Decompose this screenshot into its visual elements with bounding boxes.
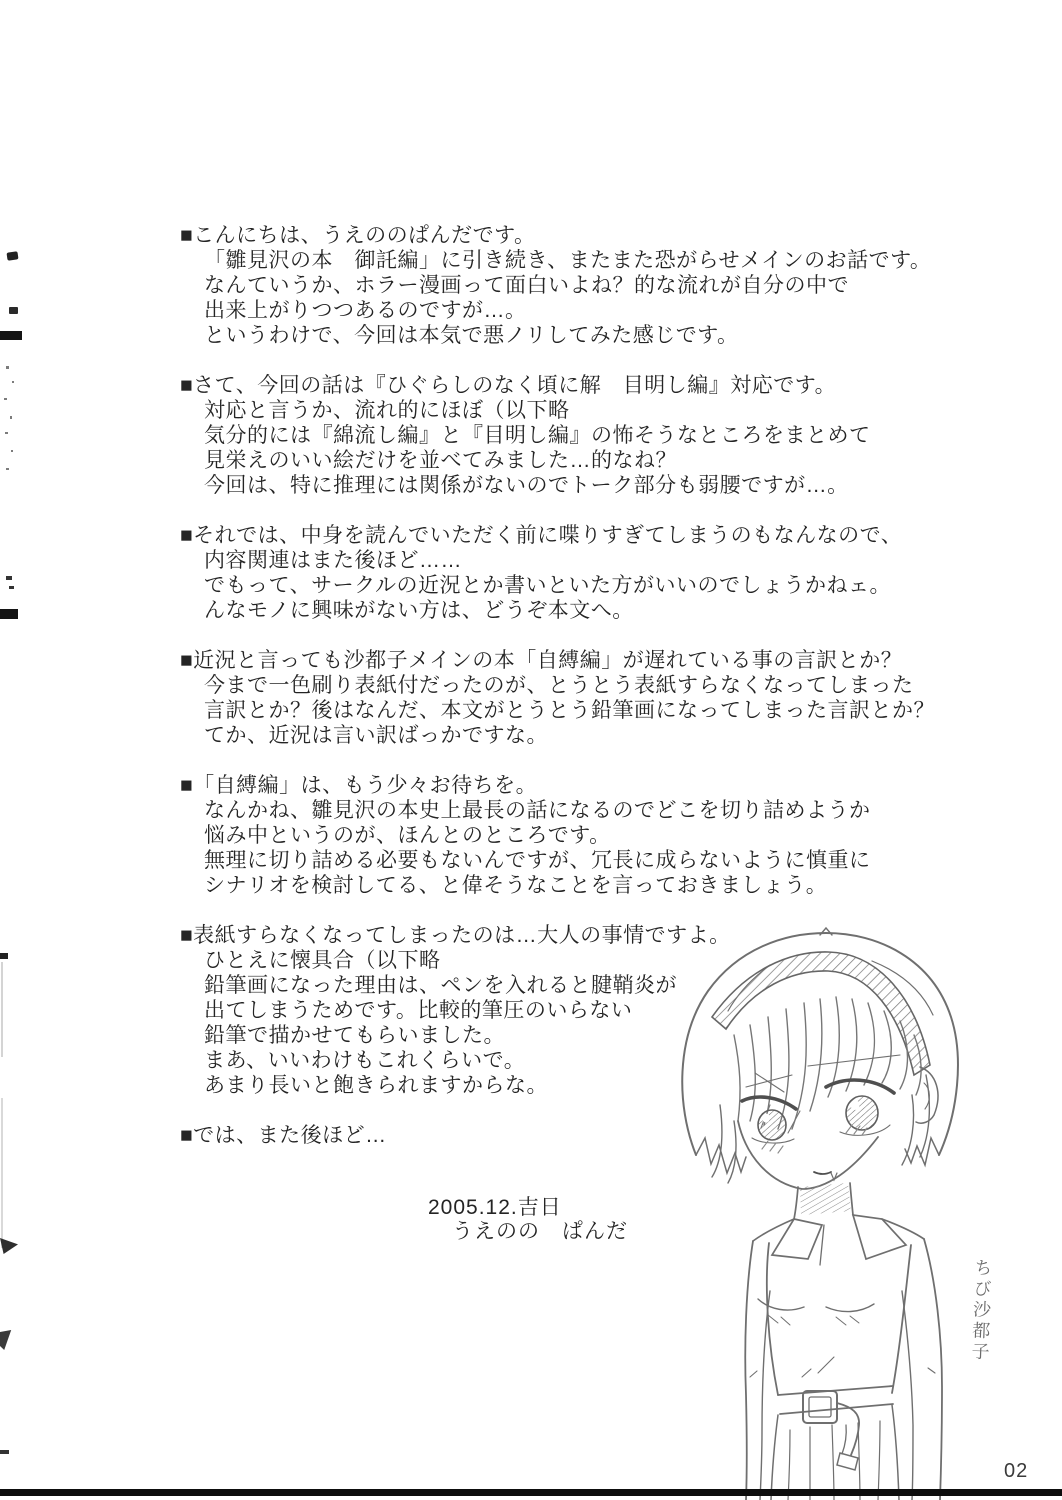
scan-artifact — [0, 953, 8, 959]
page-number: 02 — [1004, 1460, 1029, 1482]
text-line: 「雛見沢の本 御託編」に引き続き、またまた恐がらせメインのお話です。 — [204, 249, 932, 272]
text-line: 今回は、特に推理には関係がないのでトーク部分も弱腰ですが…。 — [204, 474, 849, 497]
text-line: 無理に切り詰める必要もないんですが、冗長に成らないように慎重に — [204, 849, 871, 872]
scan-artifact — [5, 432, 8, 434]
sketch-neck-collar — [753, 1183, 924, 1265]
scan-artifact — [0, 1238, 18, 1254]
text-line: 言訳とか？後はなんだ、本文がとうとう鉛筆画になってしまった言訳とか？ — [204, 699, 935, 722]
page-bottom-edge — [0, 1489, 1062, 1496]
text-line: ■こんにちは、うえののぱんだです。 — [180, 224, 536, 247]
text-line: ■「自縛編」は、もう少々お待ちを。 — [180, 774, 538, 797]
scan-artifact — [1, 962, 3, 1057]
scan-artifact — [11, 450, 13, 452]
text-line: んなモノに興味がない方は、どうぞ本文へ。 — [204, 599, 634, 622]
text-line: シナリオを検討してる、と偉そうなことを言っておきましょう。 — [204, 874, 828, 897]
scan-artifact — [0, 609, 18, 619]
text-line: 今まで一色刷り表紙付だったのが、とうとう表紙すらなくなってしまった — [204, 674, 914, 697]
text-line: 出てしまうためです。比較的筆圧のいらない — [204, 999, 633, 1022]
sketch-body — [745, 1239, 942, 1500]
text-line: まあ、いいわけもこれくらいで。 — [204, 1049, 526, 1072]
scan-artifact — [6, 366, 9, 369]
text-line: なんかね、雛見沢の本史上最長の話になるのでどこを切り詰めようか — [204, 799, 871, 822]
sketch-face — [738, 1055, 938, 1189]
text-line: 悩み中というのが、ほんとのところです。 — [204, 824, 611, 847]
text-line: 対応と言うか、流れ的にほぼ（以下略 — [204, 399, 570, 422]
text-line: あまり長いと飽きられますからな。 — [204, 1074, 548, 1097]
text-line: なんていうか、ホラー漫画って面白いよね？的な流れが自分の中で — [204, 274, 849, 297]
text-line: というわけで、今回は本気で悪ノリしてみた感じです。 — [204, 324, 739, 347]
text-line: 見栄えのいい絵だけを並べてみました…的なね？ — [204, 449, 677, 472]
paragraph-block-2 — [180, 373, 950, 498]
paragraph-block-1 — [180, 223, 950, 348]
scan-artifact — [10, 416, 12, 419]
scan-artifact — [6, 576, 12, 580]
scan-artifact — [0, 331, 22, 340]
scan-artifact — [0, 1330, 14, 1350]
text-line: 内容関連はまた後ほど…… — [204, 549, 462, 572]
scan-artifact — [6, 468, 9, 470]
handwritten-caption: ちび沙都子 — [969, 1257, 993, 1364]
pencil-sketch-girl-illustration — [650, 925, 1062, 1500]
scan-artifact — [12, 381, 14, 383]
text-line: ひとえに懐具合（以下略 — [204, 949, 441, 972]
scan-artifact — [0, 1450, 9, 1454]
text-line: ■さて、今回の話は『ひぐらしのなく頃に解 目明し編』対応です。 — [180, 374, 837, 397]
text-line: ■それでは、中身を読んでいただく前に喋りすぎてしまうのもなんなので、 — [180, 524, 903, 547]
paragraph-block-3 — [180, 523, 950, 623]
scan-artifact — [9, 307, 18, 314]
text-line: 出来上がりつつあるのですが…。 — [204, 299, 527, 322]
text-line: でもって、サークルの近況とか書いといた方がいいのでしょうかねェ。 — [204, 574, 891, 597]
text-line: てか、近況は言い訳ばっかですな。 — [204, 724, 548, 747]
text-line: 鉛筆画になった理由は、ペンを入れると腱鞘炎が — [204, 974, 677, 997]
date-line: 2005.12.吉日 — [428, 1196, 562, 1219]
scan-artifact — [4, 398, 7, 400]
text-line: ■近況と言っても沙都子メインの本「自縛編」が遅れている事の言訳とか？ — [180, 649, 903, 672]
text-line: ■表紙すらなくなってしまったのは…大人の事情ですよ。 — [180, 924, 731, 947]
text-line: 気分的には『綿流し編』と『目明し編』の怖そうなところをまとめて — [204, 424, 871, 447]
text-line: 鉛筆で描かせてもらいました。 — [204, 1024, 505, 1047]
paragraph-block-5 — [180, 773, 950, 898]
scan-artifact — [1, 1098, 3, 1248]
scan-artifact — [9, 586, 14, 589]
author-signature: うえのの ぱんだ — [452, 1220, 628, 1243]
paragraph-block-4 — [180, 648, 950, 748]
text-line: ■では、また後ほど… — [180, 1124, 387, 1147]
scan-artifact — [6, 251, 18, 260]
